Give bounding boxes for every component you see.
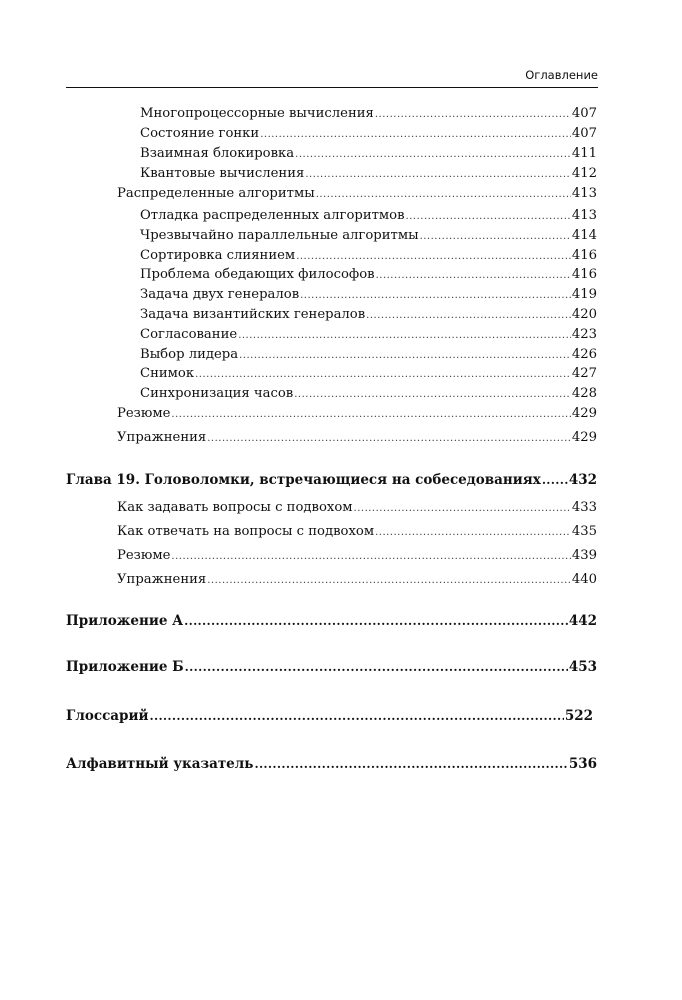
leader-dots (207, 571, 571, 591)
leader-dots (260, 125, 571, 145)
leader-dots (296, 247, 571, 267)
toc-entry (117, 404, 597, 424)
toc-entry-page: 414 (571, 228, 597, 243)
leader-dots (354, 499, 571, 519)
toc-entry-title: Проблема обедающих философов (140, 267, 375, 282)
toc-entry (140, 246, 597, 266)
toc-entry-title: Приложение А (66, 613, 184, 629)
toc-entry-title: Задача византийских генералов (140, 307, 366, 322)
leader-dots (305, 165, 570, 185)
leader-dots (294, 385, 571, 405)
toc-entry (117, 570, 597, 590)
leader-dots (406, 207, 571, 227)
toc-entry-page: 407 (571, 106, 597, 121)
leader-dots (195, 365, 571, 385)
toc-entry-page: 413 (571, 186, 597, 201)
toc-entry-title: Чрезвычайно параллельные алгоритмы (140, 228, 419, 243)
leader-dots (239, 346, 571, 366)
toc-entry-page: 536 (568, 756, 597, 772)
toc-index-entry (66, 754, 597, 774)
leader-dots (366, 306, 571, 326)
toc-entry (140, 164, 597, 184)
leader-dots (420, 227, 571, 247)
toc-entry-title: Резюме (117, 548, 171, 563)
leader-dots (150, 706, 564, 726)
toc-entry (140, 364, 597, 384)
toc-entry-title: Как отвечать на вопросы с подвохом (117, 524, 375, 539)
leader-dots (254, 754, 567, 774)
leader-dots (238, 326, 571, 346)
toc-entry (117, 522, 597, 542)
toc-entry-page: 433 (571, 500, 597, 515)
toc-entry-title: Состояние гонки (140, 126, 260, 141)
toc-entry-page: 412 (571, 166, 597, 181)
toc-entry-title: Синхронизация часов (140, 386, 294, 401)
toc-entry-title: Квантовые вычисления (140, 166, 305, 181)
toc-entry-title: Отладка распределенных алгоритмов (140, 208, 405, 223)
toc-entry-page: 522 (564, 708, 593, 724)
toc-entry-page: 407 (571, 126, 597, 141)
leader-dots (295, 145, 571, 165)
toc-entry-title: Как задавать вопросы с подвохом (117, 500, 353, 515)
toc-entry (140, 124, 597, 144)
leader-dots (184, 611, 568, 631)
toc-entry (117, 546, 597, 566)
toc-entry-page: 432 (568, 472, 597, 488)
toc-entry-page: 411 (571, 146, 597, 161)
toc-entry-page: 423 (571, 327, 597, 342)
toc-entry-title: Распределенные алгоритмы (117, 186, 315, 201)
toc-entry-page: 442 (568, 613, 597, 629)
toc-appendix-entry (66, 657, 597, 677)
toc-glossary-entry (66, 706, 593, 726)
leader-dots (375, 105, 571, 125)
toc-entry-title: Глоссарий (66, 708, 149, 724)
toc-entry (140, 104, 597, 124)
toc-entry (140, 206, 597, 226)
toc-entry-title: Упражнения (117, 430, 207, 445)
toc-entry (140, 384, 597, 404)
toc-entry-page: 435 (571, 524, 597, 539)
toc-entry-title: Резюме (117, 406, 171, 421)
toc-entry-page: 416 (571, 248, 597, 263)
toc-entry (140, 285, 597, 305)
toc-entry-title: Глава 19. Головоломки, встречающиеся на собеседованиях (66, 472, 541, 488)
toc-entry-title: Снимок (140, 366, 195, 381)
toc-entry-page: 439 (571, 548, 597, 563)
leader-dots (316, 185, 571, 205)
header-rule (66, 87, 598, 88)
toc-entry-page: 440 (571, 572, 597, 587)
leader-dots (171, 405, 570, 425)
leader-dots (375, 523, 571, 543)
toc-entry-title: Взаимная блокировка (140, 146, 295, 161)
toc-entry (140, 144, 597, 164)
toc-entry-page: 413 (571, 208, 597, 223)
toc-entry-page: 420 (571, 307, 597, 322)
running-head: Оглавление (525, 68, 598, 82)
leader-dots (171, 547, 570, 567)
toc-entry (117, 428, 597, 448)
toc-entry-page: 453 (568, 659, 597, 675)
toc-entry-page: 419 (571, 287, 597, 302)
toc-entry-title: Алфавитный указатель (66, 756, 254, 772)
toc-entry-title: Многопроцессорные вычисления (140, 106, 374, 121)
toc-appendix-entry (66, 611, 597, 631)
toc-entry-title: Упражнения (117, 572, 207, 587)
toc-entry (140, 305, 597, 325)
toc-entry-page: 427 (571, 366, 597, 381)
toc-entry (117, 498, 597, 518)
toc-entry-page: 429 (571, 430, 597, 445)
toc-entry (140, 265, 597, 285)
toc-chapter-entry (66, 470, 597, 490)
leader-dots (185, 657, 568, 677)
toc-entry-page: 416 (571, 267, 597, 282)
toc-entry (140, 325, 597, 345)
leader-dots (542, 470, 568, 490)
toc-entry (140, 345, 597, 365)
toc-entry-page: 429 (571, 406, 597, 421)
toc-entry-page: 428 (571, 386, 597, 401)
toc-entry (140, 226, 597, 246)
toc-entry-title: Согласование (140, 327, 238, 342)
leader-dots (207, 429, 571, 449)
toc-entry-title: Приложение Б (66, 659, 184, 675)
leader-dots (376, 266, 571, 286)
toc-entry-page: 426 (571, 347, 597, 362)
leader-dots (300, 286, 571, 306)
toc-entry-title: Задача двух генералов (140, 287, 300, 302)
toc-entry (117, 184, 597, 204)
toc-entry-title: Выбор лидера (140, 347, 239, 362)
toc-entry-title: Сортировка слиянием (140, 248, 296, 263)
